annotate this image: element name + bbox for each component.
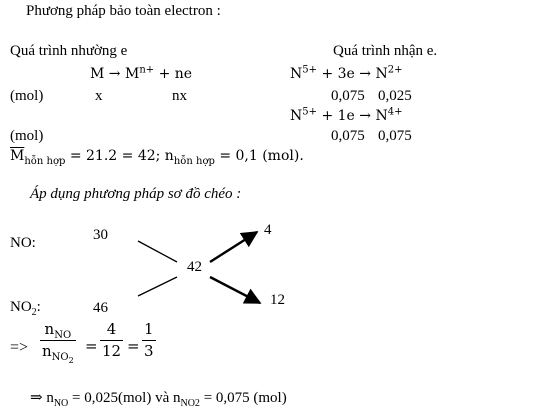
loss-equation: $M \to M^{n+}$ + ne [90,64,193,82]
method-heading: Phương pháp bảo toàn electron : [26,3,221,19]
loss-mol-label: (mol) [10,88,44,104]
no-molar-mass: 30 [93,227,108,243]
no-label: NO: [10,235,36,251]
loss-x-value: x [95,88,103,104]
top-result: 4 [264,222,272,238]
bottom-result: 12 [270,292,285,308]
gain-equation-2: $N^{5+} + 1e \to N^{4+}$ [290,106,403,124]
gain-row1-value-2: 0,025 [378,88,412,104]
gain-equation-1: $N^{5+} + 3e \to N^{2+}$ [290,64,403,82]
no2-molar-mass: 46 [93,300,108,316]
average-mass-line: $\overline{M}_{hỗn hợp} = 21.2 = 42$; $n_{hỗn hợp} = 0,1$ (mol). [10,148,304,167]
ratio-prefix: => [10,339,29,356]
gain-process-title: Quá trình nhận e. [333,43,438,59]
gain-row1-value-1: 0,075 [331,88,365,104]
arrow-up-right [210,232,257,262]
loss-nx-value: nx [172,88,187,104]
fraction-1-over-3: $\frac{1}{3}$ [144,320,154,360]
gain-mol-label: (mol) [10,128,44,144]
loss-process-title: Quá trình nhường e [10,43,128,59]
arrow-down-right [210,277,260,303]
equals-sign-1: = [85,337,98,355]
center-average-mass: 42 [187,259,202,275]
conclusion-line: ⇒ $n_{NO} = 0,025(mol)$ và $n_{NO2} = 0,075$ (mol) [30,390,287,409]
fraction-nno-over-nno2: $n_{NO}$ $n_{NO_2}$ [42,320,74,365]
cross-method-heading: Áp dụng phương pháp sơ đồ chéo : [30,186,242,202]
fraction-4-over-12: $\frac{4}{12}$ [102,320,122,360]
gain-row2-value-2: 0,075 [378,128,412,144]
equals-sign-2: = [127,337,140,355]
gain-row2-value-1: 0,075 [331,128,365,144]
no2-label: $NO_2$: [10,299,41,318]
cross-line-lower [138,277,177,296]
cross-line-upper [138,241,177,262]
